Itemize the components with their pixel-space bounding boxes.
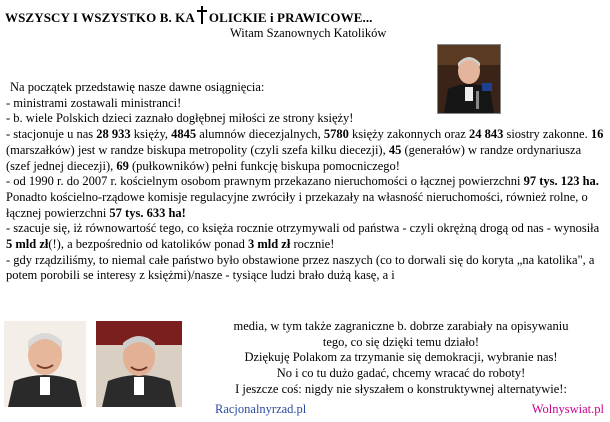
list-item: - gdy rządziliśmy, to niemal całe państwo było obstawione przez naszych (co to dorwali się do koryta „na katolika", a potem porobili se interesy z księżmi)/nasze - tysiące ludzi brało dużą kasę, a i — [6, 252, 595, 283]
list-item: - szacuje się, iż równowartość tego, co księża rocznie otrzymywali od państwa - czyli okrężną drogą od nas - wynosiła 5 mld zł(!), a bezpośrednio od katolików ponad 3 mld zł rocznie! — [6, 221, 600, 252]
greeting: Witam Szanownych Katolików — [230, 26, 387, 40]
closing-line: tego, co się dzięki temu działo! — [322, 334, 480, 349]
footer-link-right[interactable]: Wolnyswiat.pl — [531, 402, 604, 416]
cross-icon — [196, 6, 208, 24]
closing-text — [196, 319, 606, 398]
list-item: - ministrami zostawali ministranci! — [6, 95, 182, 110]
closing-line: media, w tym także zagraniczne b. dobrze zarabiały na opisywaniu — [233, 319, 569, 333]
list-item: - stacjonuje u nas 28 933 księży, 4845 alumnów diecezjalnych, 5780 księży zakonnych oraz 24 843 siostry zakonne. 16 (marszałków) jest w randze biskupa metropolity (czyli szefa kilku diecezji), 45 (generałów) w randze ordynariusza (szef jednej diecezji), 69 (pułkowników) pełni funkcję biskupa pomocniczego! — [6, 127, 604, 173]
politician-photo-left — [4, 321, 86, 407]
page-title: WSZYSCY I WSZYSTKO B. KA OLICKIE i PRAWICOWE... — [5, 6, 373, 26]
closing-line: Dziękuję Polakom za trzymanie się demokracji, wybranie nas! — [244, 350, 558, 365]
closing-line: No i co tu dużo gadać, chcemy wracać do roboty! — [276, 366, 526, 381]
closing-line: I jeszcze coś: nigdy nie słyszałem o konstruktywnej alternatywie!: — [235, 381, 567, 396]
politician-photo-middle — [96, 321, 182, 407]
main-text — [6, 80, 606, 284]
footer-link-left[interactable]: Racjonalnyrzad.pl — [215, 402, 307, 416]
intro: Na początek przedstawię nasze dawne osiągnięcia: — [10, 80, 265, 94]
list-item: - b. wiele Polskich dzieci zaznało dogłębnej miłości ze strony księży! — [6, 111, 354, 126]
list-item: - od 1990 r. do 2007 r. kościelnym osobom prawnym przekazano nieruchomości o łącznej powierzchni 97 tys. 123 ha. Ponadto kościelno-rządowe komisje regulacyjne zwróciły i przekazały na własność nieruchomości, również rolne, o łącznej powierzchni 57 tys. 633 ha! — [6, 174, 599, 220]
